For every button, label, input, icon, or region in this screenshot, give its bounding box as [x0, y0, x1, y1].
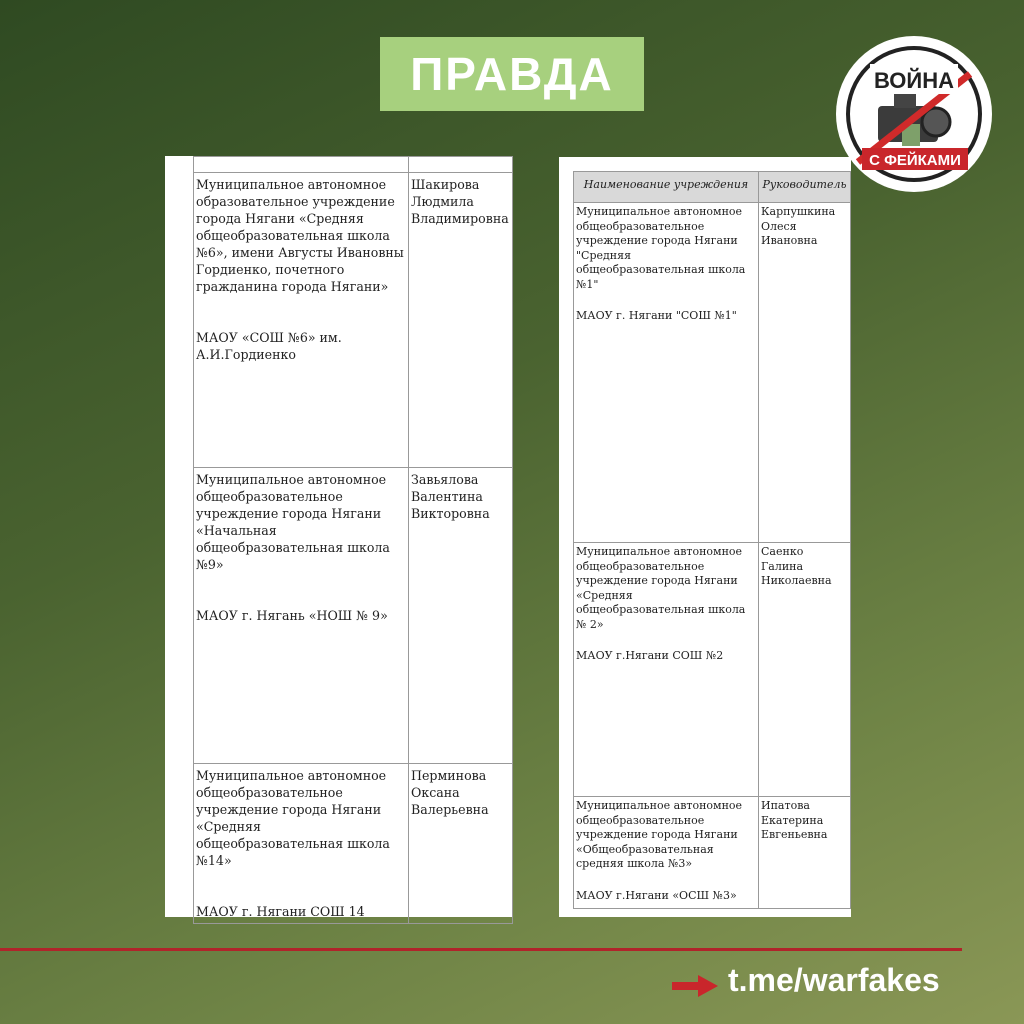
war-on-fakes-logo	[836, 36, 992, 192]
right-document-scan	[559, 157, 851, 917]
left-schools-table	[193, 156, 513, 924]
telegram-channel-link[interactable]: t.me/warfakes	[728, 962, 940, 998]
institution-name: Муниципальное автономное общеобразовательное учреждение города Нягани «Общеобразовательная средняя школа №3»	[576, 799, 743, 870]
head-name: Перминова Оксана Валерьевна	[409, 764, 513, 924]
column-header-head: Руководитель	[759, 172, 851, 203]
institution-short-name: МАОУ г. Нягань «НОШ № 9»	[196, 608, 388, 623]
verdict-badge	[380, 37, 644, 111]
arrow-right-icon	[672, 975, 718, 997]
table-row	[574, 797, 851, 909]
column-header-institution: Наименование учреждения	[574, 172, 759, 203]
logo-bottom-text: С ФЕЙКАМИ	[869, 152, 961, 169]
institution-short-name: МАОУ г.Нягани СОШ №2	[576, 649, 724, 662]
logo-emblem-icon	[844, 44, 984, 184]
institution-name: Муниципальное автономное общеобразовательное учреждение города Нягани «Средняя общеобразовательная школа №14»	[196, 768, 390, 868]
head-name: Ипатова Екатерина Евгеньевна	[759, 797, 851, 909]
verdict-label: ПРАВДА	[410, 48, 614, 100]
table-row	[194, 157, 513, 173]
institution-short-name: МАОУ г.Нягани «ОСШ №3»	[576, 888, 737, 902]
footer-divider	[0, 948, 962, 951]
institution-short-name: МАОУ г. Нягани "СОШ №1"	[576, 309, 737, 322]
logo-top-text: ВОЙНА	[873, 68, 955, 93]
head-name: Шакирова Людмила Владимировна	[409, 173, 513, 468]
right-schools-table	[573, 171, 851, 909]
institution-name: Муниципальное автономное образовательное учреждение города Нягани «Средняя общеобразовательная школа №6», имени Августы Ивановны Гордиенко, почетного гражданина города Нягани»	[196, 177, 404, 294]
head-name: Карпушкина Олеся Ивановна	[759, 203, 851, 543]
institution-short-name: МАОУ «СОШ №6» им. А.И.Гордиенко	[196, 330, 342, 362]
left-document-scan	[165, 156, 513, 917]
table-row	[574, 543, 851, 797]
institution-name: Муниципальное автономное общеобразовательное учреждение города Нягани "Средняя общеобразовательная школа №1"	[576, 205, 746, 291]
table-header-row	[574, 172, 851, 203]
table-row	[194, 173, 513, 468]
table-row	[574, 203, 851, 543]
institution-name: Муниципальное автономное общеобразовательное учреждение города Нягани «Средняя общеобразовательная школа № 2»	[576, 545, 746, 631]
head-name: Саенко Галина Николаевна	[759, 543, 851, 797]
table-row	[194, 468, 513, 764]
head-name: Завьялова Валентина Викторовна	[409, 468, 513, 764]
institution-name: Муниципальное автономное общеобразовательное учреждение города Нягани «Начальная общеобразовательная школа №9»	[196, 472, 390, 572]
institution-short-name: МАОУ г. Нягани СОШ 14	[196, 904, 365, 919]
table-row	[194, 764, 513, 924]
